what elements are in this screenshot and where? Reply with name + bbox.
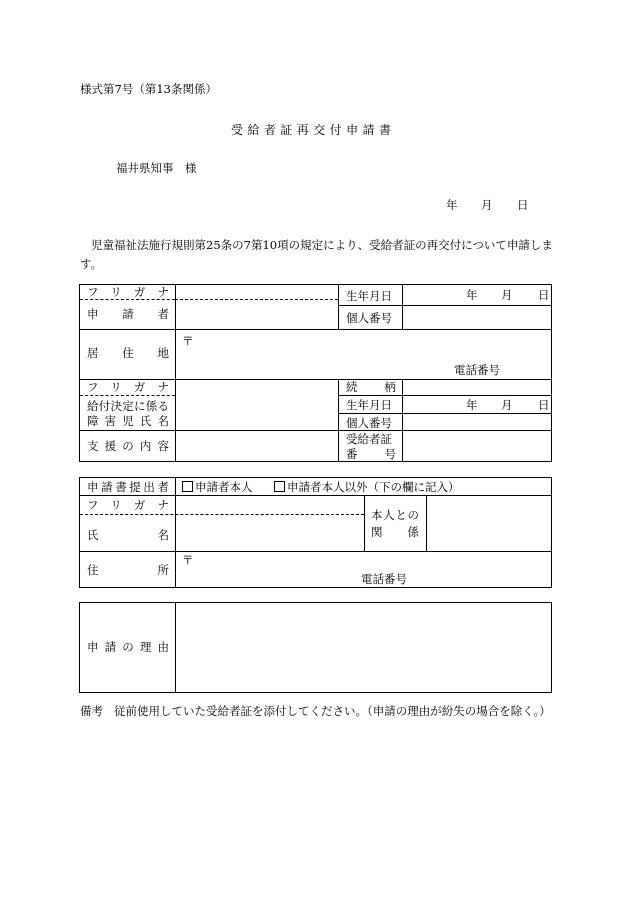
option-self-label: 申請者本人: [195, 480, 253, 494]
furigana-label: フリガナ: [87, 285, 169, 299]
child-birth-date-label: 生年月日: [346, 398, 392, 412]
birth-date-day: 日: [538, 288, 550, 302]
option-other-label: 申請者本人以外（下の欄に記入）: [287, 480, 460, 494]
applicant-label: 申請者: [87, 307, 169, 321]
child-personal-number-label: 個人番号: [346, 416, 392, 430]
option-other[interactable]: [274, 480, 460, 494]
child-label-line-1: 給付決定に係る: [87, 399, 169, 413]
submitter-address-label: 住所: [87, 563, 169, 577]
submitter-furigana-label: フリガナ: [87, 498, 169, 512]
submitter-postal-mark: 〒: [182, 553, 194, 567]
intro-line-1: 児童福祉法施行規則第25条の7第10項の規定により、受給者証の再交付について申請しま: [91, 238, 553, 252]
child-birth-date-month: 月: [501, 398, 513, 412]
header-date-year: 年: [446, 198, 458, 212]
cert-label-line-2: 番号: [346, 447, 396, 461]
option-self-checkbox[interactable]: [182, 481, 193, 492]
submitter-name-label: 氏名: [87, 528, 169, 542]
birth-date-year: 年: [466, 288, 478, 302]
option-other-checkbox[interactable]: [274, 481, 285, 492]
child-birth-date-day: 日: [538, 398, 550, 412]
header-date-month: 月: [481, 198, 493, 212]
child-label-line-2: 障害児氏名: [87, 414, 169, 428]
remarks-text: 従前使用していた受給者証を添付してください。（申請の理由が紛失の場合を除く。）: [114, 704, 551, 718]
submitter-phone-label: 電話番号: [361, 572, 407, 586]
intro-line-2: す。: [80, 257, 103, 271]
reason-table: [79, 602, 552, 693]
form-number: 様式第7号（第13条関係）: [80, 82, 217, 96]
residence-postal-mark: 〒: [182, 334, 194, 348]
cert-label-line-1: 受給者証: [346, 432, 392, 446]
header-date-day: 日: [517, 198, 529, 212]
submitter-table: [79, 477, 552, 588]
birth-date-label: 生年月日: [346, 289, 392, 303]
relation-label-line-2: 関係: [371, 525, 419, 539]
residence-label: 居住地: [87, 346, 169, 360]
child-birth-date-year: 年: [466, 398, 478, 412]
remarks-label: 備考: [80, 704, 103, 718]
submitter-label: 申請書提出者: [87, 480, 169, 494]
reason-label: 申請の理由: [87, 640, 169, 654]
relation-label-line-1: 本人との: [371, 508, 419, 522]
support-content-label: 支援の内容: [87, 439, 169, 453]
addressee: 福井県知事 様: [116, 161, 197, 175]
relationship-label: 続柄: [346, 380, 396, 394]
personal-number-label: 個人番号: [346, 311, 392, 325]
applicant-table: [79, 284, 552, 462]
furigana-label-2: フリガナ: [87, 380, 169, 394]
form-title: 受給者証再交付申請書: [231, 123, 391, 137]
birth-date-month: 月: [501, 288, 513, 302]
residence-phone-label: 電話番号: [454, 363, 500, 377]
option-self[interactable]: [182, 480, 253, 494]
